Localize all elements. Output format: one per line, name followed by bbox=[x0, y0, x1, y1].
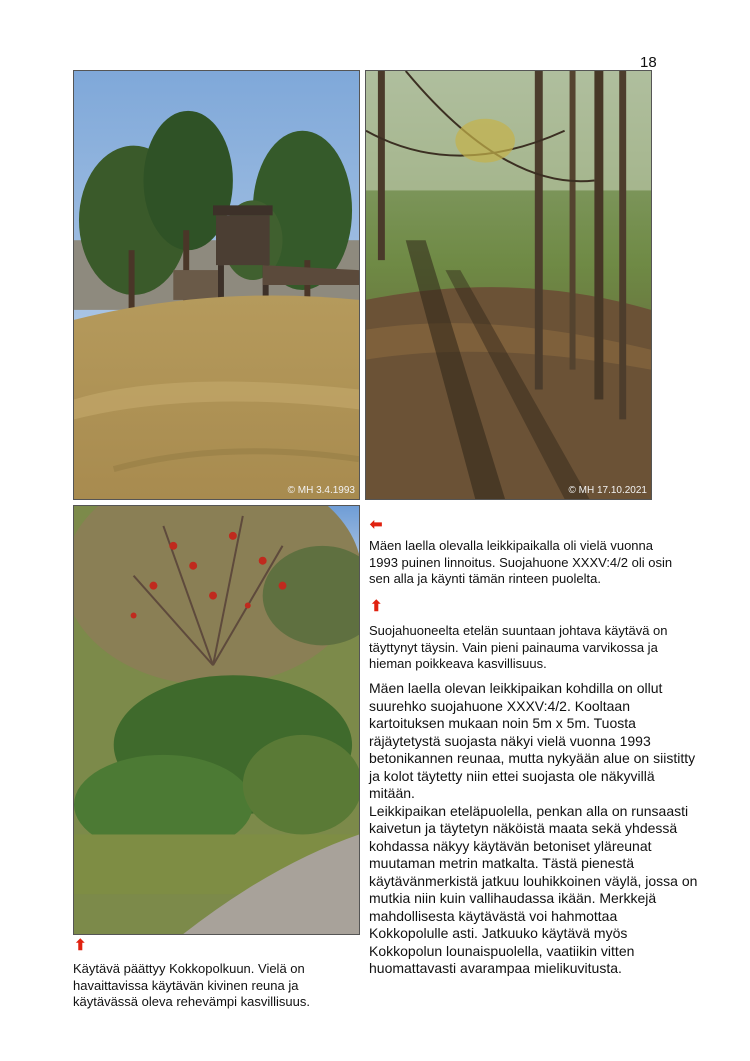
arrow-up-icon: ⬆ bbox=[370, 598, 383, 615]
photo-credit: © MH 17.10.2021 bbox=[568, 485, 647, 496]
photo-credit: © MH 3.4.1993 bbox=[287, 485, 355, 496]
photo-kokkopolku-corridor bbox=[73, 505, 360, 935]
body-text bbox=[369, 680, 699, 978]
photo-forest-slope bbox=[365, 70, 652, 500]
caption-corridor-south: Suojahuoneelta etelän suuntaan johtava käytävä on täyttynyt täysin. Vain pieni painauma varvikossa ja hieman poikkeava kasvillisuus. bbox=[369, 623, 668, 671]
arrow-up-icon: ⬆ bbox=[74, 937, 87, 954]
caption-wooden-fort: Mäen laella olevalla leikkipaikalla oli vielä vuonna 1993 puinen linnoitus. Suojahuone XXXV:4/2 oli osin sen alla ja käynti tämän rinteen puolelta. bbox=[369, 538, 673, 586]
caption-corridor-end: Käytävä päättyy Kokkopolkuun. Vielä on havaittavissa käytävän kivinen reuna ja käytävässä oleva rehevämpi kasvillisuus. bbox=[73, 961, 310, 1009]
photo-wooden-fort bbox=[73, 70, 360, 500]
body-paragraph-1: Mäen laella olevan leikkipaikan kohdilla on ollut suurehko suojahuone XXXV:4/2. Kooltaan kartoituksen mukaan noin 5m x 5m. Tuosta räjäytetystä suojasta näkyi vielä vuonna 1993 betonikannen reunaa, mutta nykyään alue on siistitty ja kolot täytetty niin ettei suojasta ole näkyvillä mitään. bbox=[369, 680, 696, 801]
arrow-northwest-icon: ⬉ bbox=[365, 514, 387, 535]
page-number: 18 bbox=[640, 54, 657, 71]
body-paragraph-2: Leikkipaikan eteläpuolella, penkan alla on runsaasti kaivetun ja täytetyn näköistä maata sekä yhdessä kohdassa näkyy käytävän betoniset yläreunat muutaman metrin matkalta. Tästä pienestä käytävänmerkistä jatkuu louhikkoinen väylä, jossa on mutkia niin kuin vallihaudassa ikään. Merkkejä mahdollisesta käytävästä voi hahmottaa Kokkopolulle asti. Jatkuuko käytävä myös Kokkopolun lounaispuolella, vaatiikin vitten huomattavasti avarampaa mielikuvitusta. bbox=[369, 802, 698, 976]
